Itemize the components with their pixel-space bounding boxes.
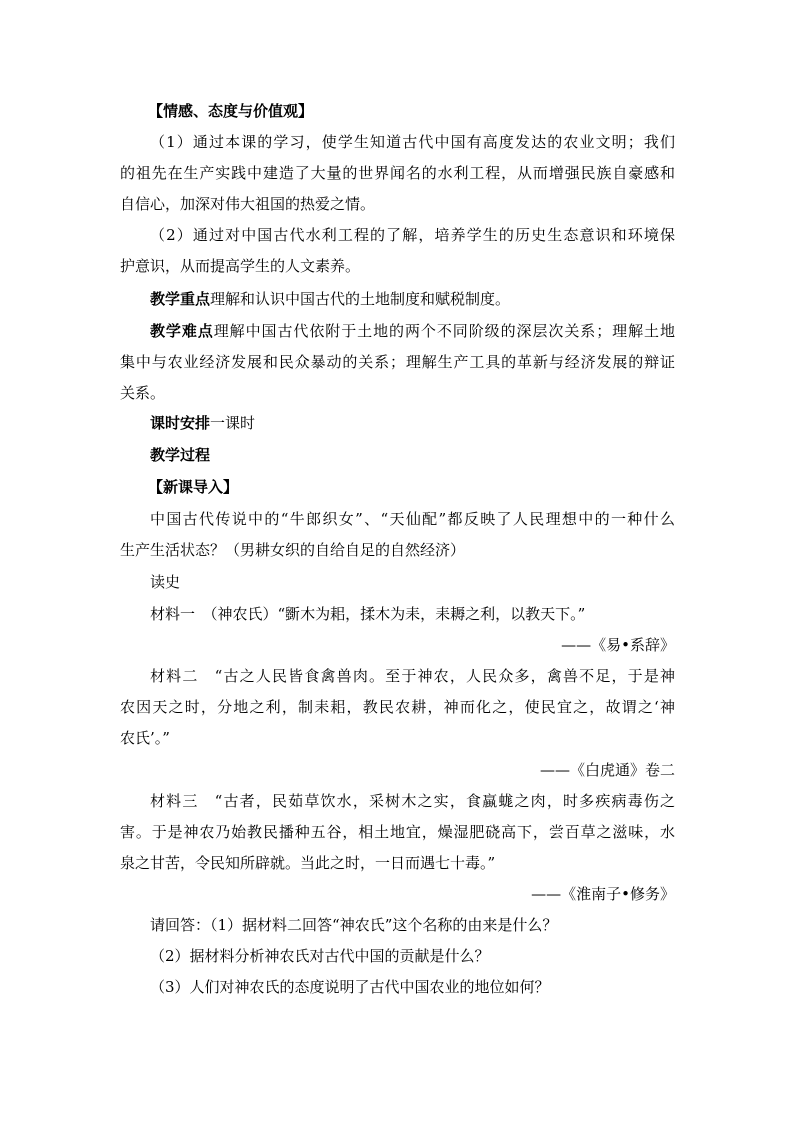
material-line: 农氏’。” xyxy=(120,729,170,747)
section-heading: 【情感、态度与价值观】 xyxy=(148,102,314,120)
key-point-text: 理解和认识中国古代的土地制度和赋税制度。 xyxy=(210,290,511,308)
schedule-line xyxy=(150,412,705,434)
material-source: ——《白虎通》卷二 xyxy=(539,761,675,779)
paragraph-line: 护意识，从而提高学生的人文素养。 xyxy=(120,257,361,275)
material-line: 材料三 “古者，民茹草饮水，采树木之实，食蠃蛖之肉，时多疾病毒伤之 xyxy=(150,792,675,810)
material-line: 泉之甘苦，令民知所辟就。当此之时，一日而遇七十毒。” xyxy=(120,854,496,872)
paragraph-line: 的祖先在生产实践中建造了大量的世界闻名的水利工程，从而增强民族自豪感和 xyxy=(120,164,675,182)
question-line: （2）据材料分析神农氏对古代中国的贡献是什么？ xyxy=(150,947,490,965)
material-line: 农因天之时，分地之利，制耒耜，教民农耕，神而化之，使民宜之，故谓之‘神 xyxy=(120,698,675,716)
schedule-label: 课时安排 xyxy=(150,414,211,432)
paragraph-line: （2）通过对中国古代水利工程的了解，培养学生的历史生态意识和环境保 xyxy=(150,226,675,244)
material-line: 材料一 （神农氏）“斵木为耜，揉木为耒，耒耨之利，以教天下。” xyxy=(150,605,586,623)
paragraph-line: 生产生活状态？（男耕女织的自给自足的自然经济） xyxy=(120,541,466,559)
key-point-label: 教学重点 xyxy=(150,290,211,308)
material-line: 材料二 “古之人民皆食禽兽肉。至于神农，人民众多，禽兽不足，于是神 xyxy=(150,667,675,685)
material-source: ——《淮南子•修务》 xyxy=(531,885,675,903)
difficult-point-text: 理解中国古代依附于土地的两个不同阶级的深层次关系；理解土地 xyxy=(213,322,675,340)
schedule-text: 一课时 xyxy=(210,414,256,432)
material-line: 害。于是神农乃始教民播种五谷，相土地宜，燥湿肥硗高下，尝百草之滋味，水 xyxy=(120,823,675,841)
difficult-point-line xyxy=(150,320,675,342)
question-line: 请回答：（1）据材料二回答“神农氏”这个名称的由来是什么？ xyxy=(150,916,558,934)
paragraph-line: 关系。 xyxy=(120,384,166,402)
paragraph-line: 中国古代传说中的“牛郎织女”、“天仙配”都反映了人民理想中的一种什么 xyxy=(150,510,675,528)
read-history-label: 读史 xyxy=(150,573,181,591)
key-point-line xyxy=(150,288,705,310)
paragraph-line: 自信心，加深对伟大祖国的热爱之情。 xyxy=(120,195,376,213)
paragraph-line: （1）通过本课的学习，使学生知道古代中国有高度发达的农业文明；我们 xyxy=(150,133,675,151)
material-source: ——《易•系辞》 xyxy=(561,636,675,654)
intro-heading: 【新课导入】 xyxy=(148,478,239,496)
process-heading: 教学过程 xyxy=(150,446,211,464)
question-line: （3）人们对神农氏的态度说明了古代中国农业的地位如何？ xyxy=(150,978,550,996)
difficult-point-label: 教学难点 xyxy=(150,322,214,340)
paragraph-line: 集中与农业经济发展和民众暴动的关系；理解生产工具的革新与经济发展的辩证 xyxy=(120,353,675,371)
